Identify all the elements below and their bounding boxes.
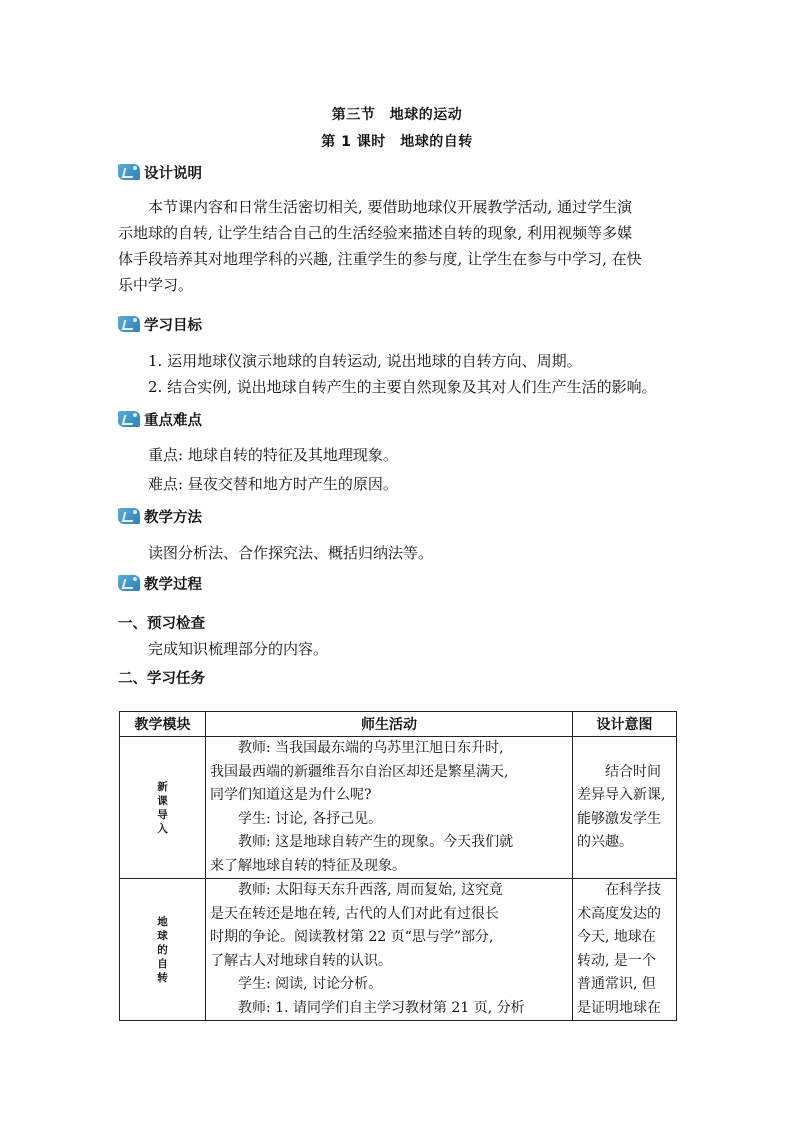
module-label: 地球的自转	[157, 915, 168, 984]
intent-line: 的兴趣。	[577, 834, 633, 850]
paragraph-line: 示地球的自转, 让学生结合自己的生活经验来描述自转的现象, 利用视频等多媒	[118, 224, 633, 242]
difficult-point: 难点: 昼夜交替和地方时产生的原因。	[148, 475, 398, 493]
intent-line: 术高度发达的	[577, 905, 661, 922]
paragraph-line: 本节课内容和日常生活密切相关, 要借助地球仪开展教学活动, 通过学生演	[118, 198, 633, 216]
activity-line: 教师: 当我国最东端的乌苏里江旭日东升时,	[210, 740, 504, 756]
section-keypoints	[118, 408, 202, 430]
lesson-table	[119, 711, 677, 1021]
module-cell	[120, 737, 206, 879]
design-paragraph	[118, 194, 678, 298]
table-header-row	[120, 712, 677, 737]
intent-line: 是证明地球在	[577, 999, 661, 1016]
intent-line: 转动, 是一个	[577, 952, 656, 969]
module-label: 新课导入	[157, 780, 168, 835]
activity-line: 教师: 这是地球自转产生的现象。今天我们就	[210, 834, 514, 850]
intent-cell	[573, 879, 677, 1021]
activity-line: 学生: 阅读, 讨论分析。	[210, 976, 383, 992]
intent-line	[577, 737, 672, 761]
section-heading: 设计说明	[144, 165, 202, 182]
paragraph-line: 体手段培养其对地理学科的兴趣, 注重学生的参与度, 让学生在参与中学习, 在快	[118, 250, 642, 268]
section-heading: 教学过程	[144, 576, 202, 593]
intent-line: 在科学技	[577, 882, 661, 898]
section-methods	[118, 505, 202, 527]
module-cell	[120, 879, 206, 1021]
activity-cell	[206, 879, 573, 1021]
section-heading: 教学方法	[144, 509, 202, 526]
section-marker-icon	[118, 506, 142, 526]
key-point: 重点: 地球自转的特征及其地理现象。	[148, 446, 398, 464]
activity-line: 来了解地球自转的特征及现象。	[210, 857, 406, 874]
section-marker-icon	[118, 314, 142, 334]
section-heading: 学习目标	[144, 317, 202, 334]
section-process	[118, 572, 202, 594]
header-module: 教学模块	[120, 712, 206, 737]
goal-item: 2. 结合实例, 说出地球自转产生的主要自然现象及其对人们生产生活的影响。	[148, 378, 657, 396]
activity-line: 时期的争论。阅读教材第 22 页“思与学”部分,	[210, 929, 494, 945]
lesson-title: 第 1 课时 地球的自转	[321, 134, 473, 150]
section-heading: 重点难点	[144, 412, 202, 429]
activity-line: 教师: 1. 请同学们自主学习教材第 21 页, 分析	[210, 999, 525, 1016]
section-marker-icon	[118, 573, 142, 593]
intent-line: 结合时间	[577, 763, 661, 780]
intent-line: 今天, 地球在	[577, 929, 656, 945]
header-activity: 师生活动	[206, 712, 573, 737]
step1-text: 完成知识梳理部分的内容。	[148, 640, 329, 658]
intent-line: 差异导入新课,	[577, 787, 666, 803]
section-marker-icon	[118, 409, 142, 429]
section-design	[118, 161, 202, 183]
step1-title: 一、预习检查	[118, 616, 205, 632]
paragraph-line: 乐中学习。	[118, 276, 194, 294]
table-row	[120, 879, 677, 1021]
methods-text: 读图分析法、合作探究法、概括归纳法等。	[148, 544, 434, 562]
header-intent: 设计意图	[573, 712, 677, 737]
activity-line: 教师: 太阳每天东升西落, 周而复始, 这究竟	[210, 882, 503, 898]
activity-line: 了解古人对地球自转的认识。	[210, 952, 392, 969]
activity-line: 学生: 讨论, 各抒己见。	[210, 810, 383, 827]
goal-item: 1. 运用地球仪演示地球的自转运动, 说出地球的自转方向、周期。	[148, 352, 582, 370]
activity-line: 是天在转还是地在转, 古代的人们对此有过很长	[210, 905, 499, 922]
section-goals	[118, 313, 202, 335]
section-marker-icon	[118, 162, 142, 182]
step2-title: 二、学习任务	[118, 671, 205, 687]
activity-line: 同学们知道这是为什么呢?	[210, 787, 372, 803]
intent-line: 能够激发学生	[577, 810, 661, 827]
activity-line: 我国最西端的新疆维吾尔自治区却还是繁星满天,	[210, 763, 509, 780]
activity-cell	[206, 737, 573, 879]
intent-line: 普通常识, 但	[577, 976, 656, 992]
table-row	[120, 737, 677, 879]
intent-cell	[573, 737, 677, 879]
chapter-title: 第三节 地球的运动	[331, 107, 463, 123]
